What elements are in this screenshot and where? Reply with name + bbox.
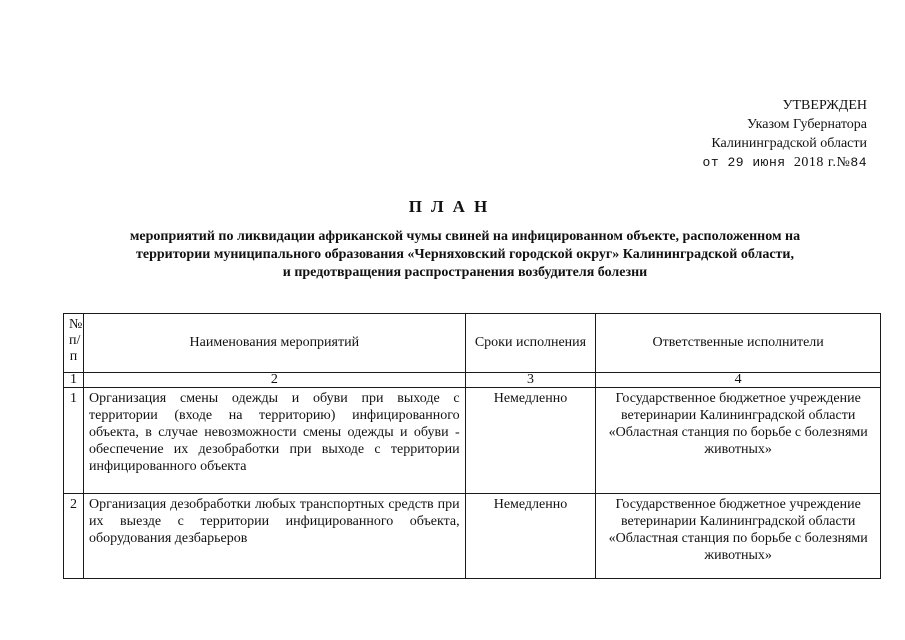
approval-number: 84	[850, 155, 867, 170]
row-measure: Организация дезобработки любых транспортных средств при их выезде с территории инфицированного объекта, оборудования дезбарьеров	[84, 494, 466, 579]
subtitle-line-2: территории муниципального образования «Черняховский городской округ» Калининградской области,	[135, 247, 794, 262]
header-term: Сроки исполнения	[465, 314, 596, 373]
approval-date-line	[607, 153, 867, 172]
row-measure: Организация смены одежды и обуви при выходе с территории (входе на территорию) инфицированного объекта, в случае невозможности смены одежды и обуви - обеспечение их дезобработки при выходе с территории инфицированного объекта	[84, 388, 466, 494]
approval-authority: Указом Губернатора	[746, 117, 867, 132]
header-name: Наименования мероприятий	[84, 314, 466, 373]
index-cell: 2	[84, 373, 466, 388]
approval-date-day-month: 29 июня	[727, 155, 786, 170]
header-resp: Ответственные исполнители	[596, 314, 881, 373]
table-index-row	[64, 373, 881, 388]
index-cell: 3	[465, 373, 596, 388]
table-row	[64, 494, 881, 579]
document-title: ПЛАН	[408, 197, 497, 216]
header-num: № п/п	[64, 314, 84, 373]
table-header-row	[64, 314, 881, 373]
approval-number-sign: №	[836, 155, 851, 170]
subtitle-line-3: и предотвращения распространения возбудителя болезни	[282, 265, 648, 280]
row-responsible: Государственное бюджетное учреждение ветеринарии Калининградской области «Областная станция по борьбе с болезнями животных»	[596, 494, 881, 579]
row-responsible: Государственное бюджетное учреждение ветеринарии Калининградской области «Областная станция по борьбе с болезнями животных»	[596, 388, 881, 494]
subtitle-line-1: мероприятий по ликвидации африканской чумы свиней на инфицированном объекте, расположенном на	[129, 229, 801, 244]
row-term: Немедленно	[465, 388, 596, 494]
document-subtitle	[80, 228, 850, 282]
index-cell: 4	[596, 373, 881, 388]
approval-status: УТВЕРЖДЕН	[782, 98, 867, 113]
approval-date-year: 2018 г.	[793, 155, 837, 170]
index-cell: 1	[64, 373, 84, 388]
table-row	[64, 388, 881, 494]
row-term: Немедленно	[465, 494, 596, 579]
approval-region: Калининградской области	[711, 136, 867, 151]
row-num: 1	[64, 388, 84, 494]
approval-date-prefix: от	[702, 155, 720, 170]
plan-table	[63, 313, 881, 579]
row-num: 2	[64, 494, 84, 579]
approval-block	[607, 96, 867, 172]
